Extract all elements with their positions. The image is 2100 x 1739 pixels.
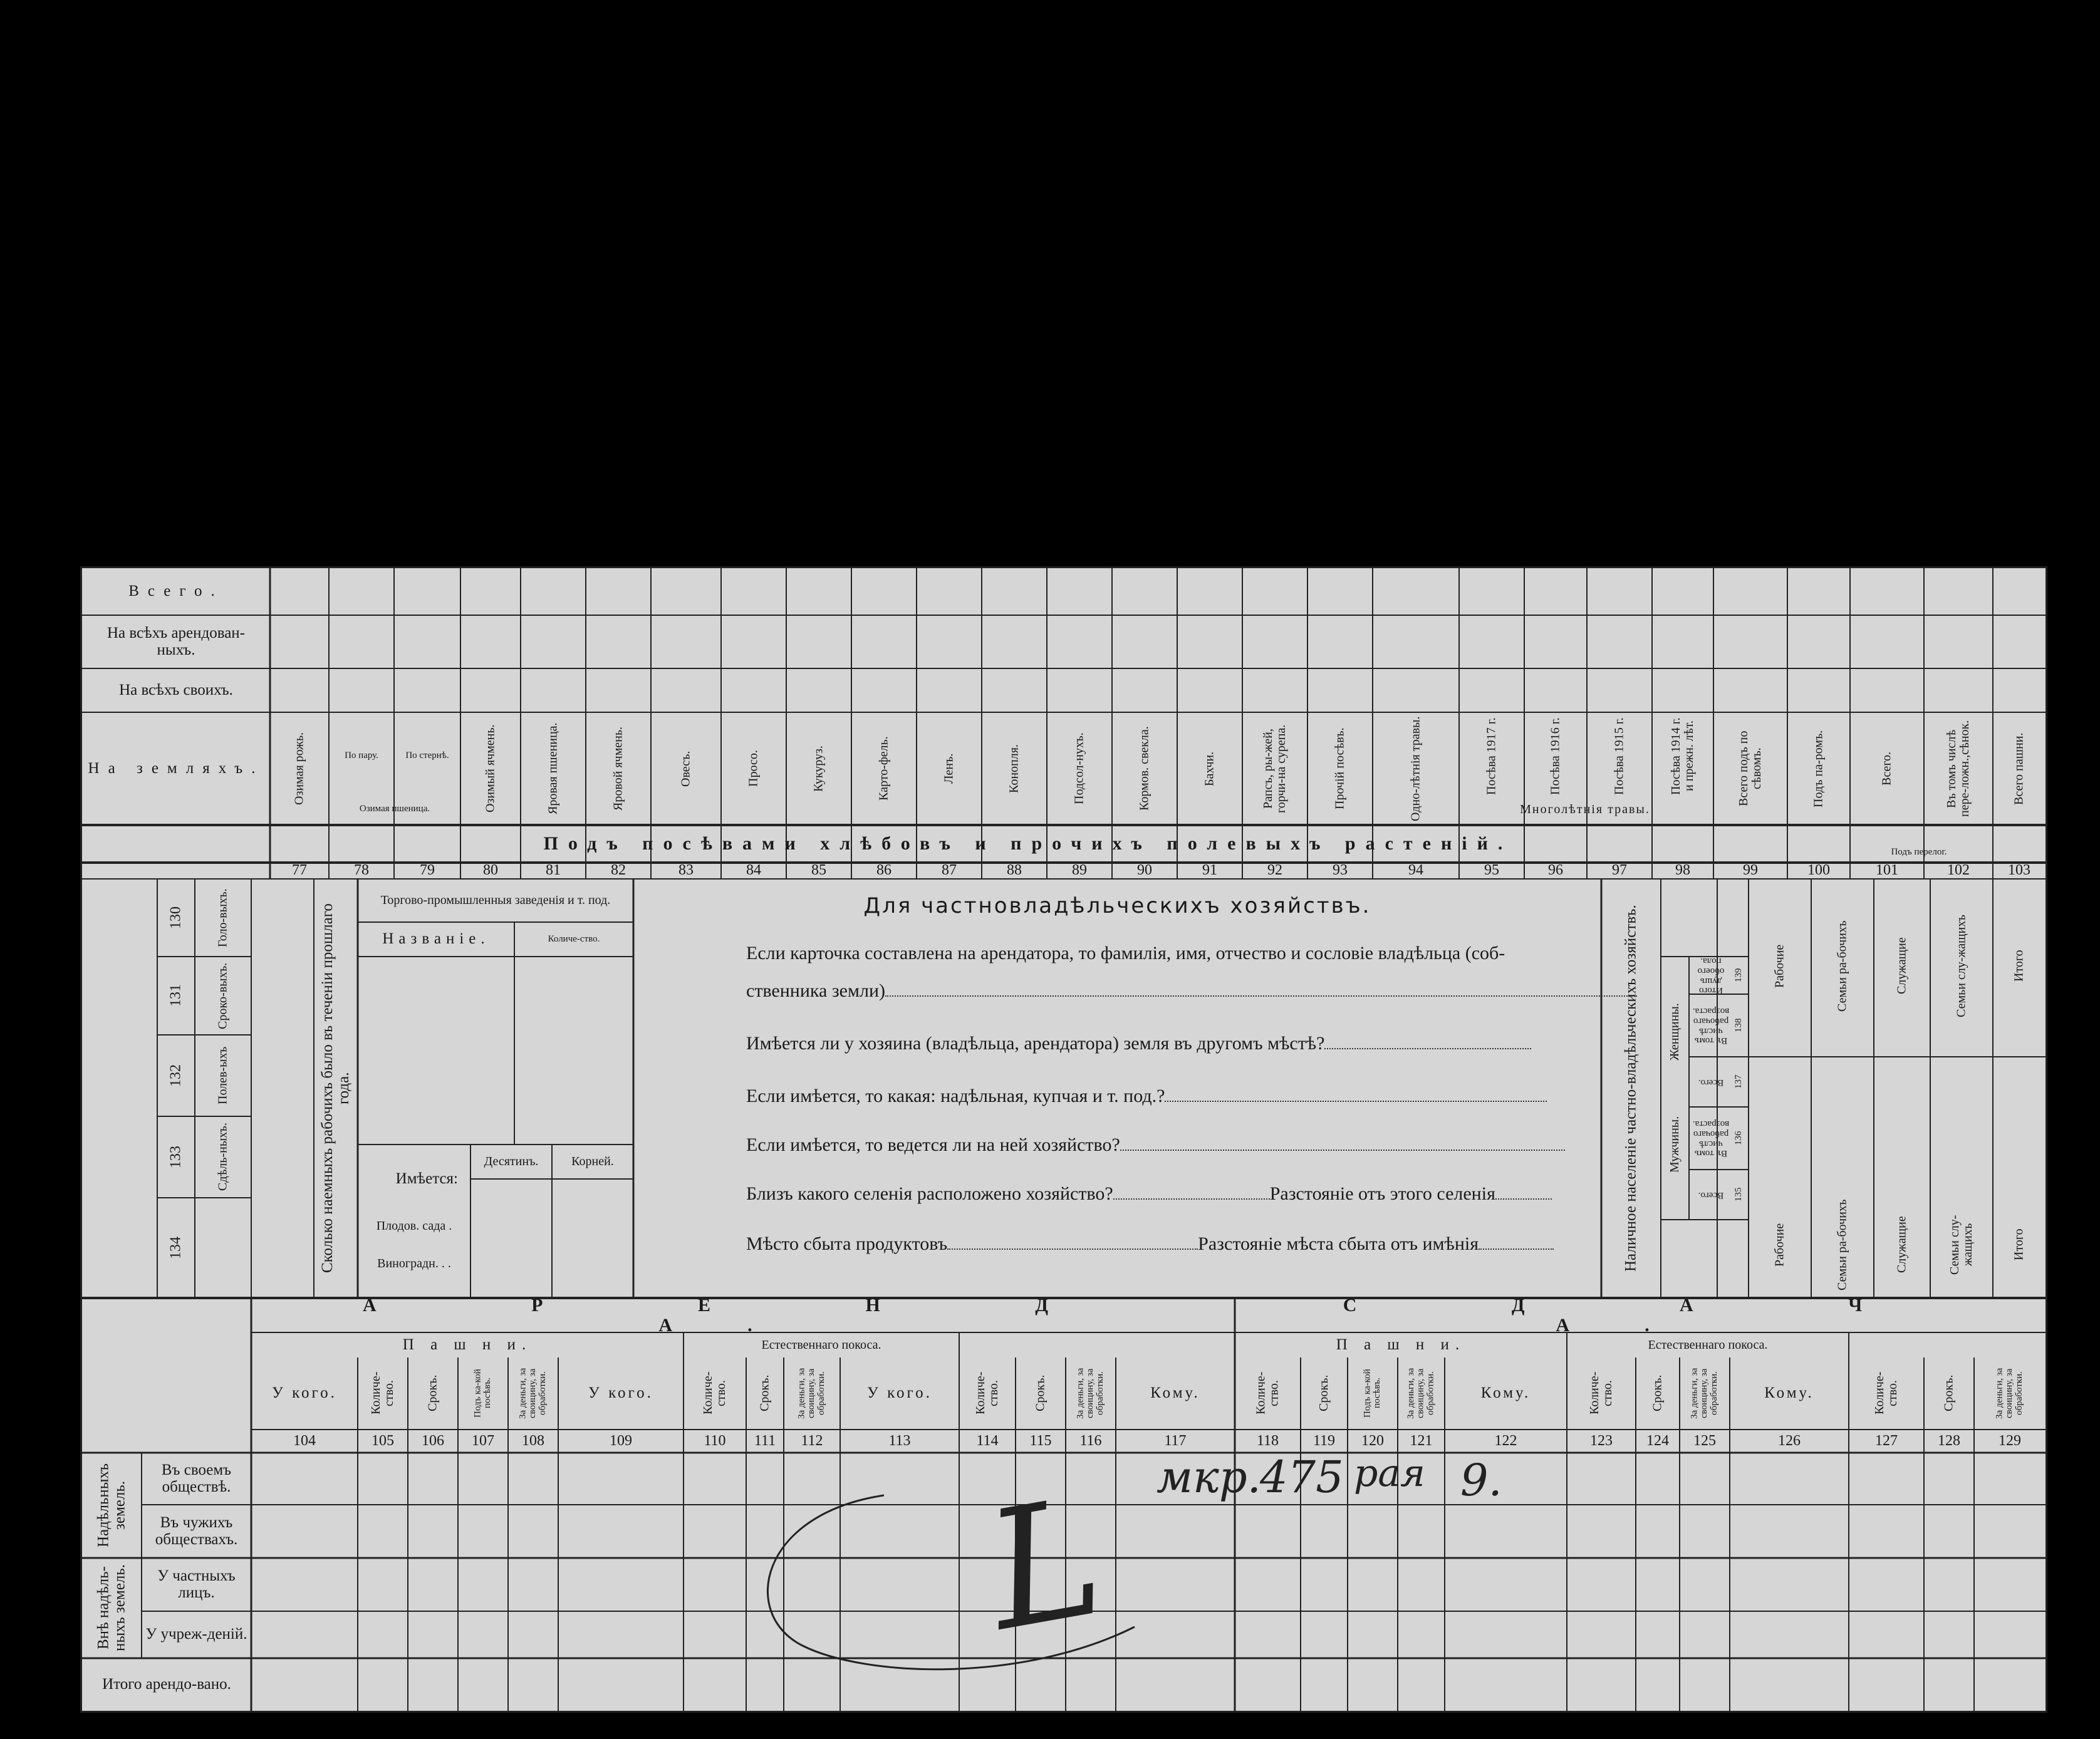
pop-label-138: Въ томъ числѣ рабочаго возраста. — [1692, 1006, 1730, 1046]
crop-col-97: Посѣва 1915 г. — [1612, 717, 1626, 795]
handwritten-number: 475 — [1260, 1451, 1344, 1503]
crop-num-99: 99 — [1743, 862, 1758, 879]
crop-num-87: 87 — [942, 862, 957, 879]
handwritten-scrawl — [646, 1458, 1210, 1708]
crop-col-103: Всего пашни. — [2012, 732, 2026, 805]
lease-head-113: У кого. — [867, 1384, 932, 1401]
row-label-on-lands: На земляхъ. — [88, 759, 264, 777]
crop-num-81: 81 — [546, 862, 561, 879]
crop-col-92: Рапсъ, ры-жей, горчи-на сурепа. — [1261, 724, 1288, 813]
crop-num-80: 80 — [483, 862, 498, 879]
lease-head-129: За деньги, за своицину, за обработки. — [1994, 1368, 2024, 1419]
question-1b: ственника земли) — [746, 980, 885, 1001]
lease-head-111: Срокъ. — [757, 1374, 772, 1412]
pop-col-top-4: Итого — [2012, 950, 2026, 982]
lease-num-121: 121 — [1410, 1432, 1433, 1449]
crop-col-96: Посѣва 1916 г. — [1548, 717, 1562, 795]
crop-num-102: 102 — [1947, 862, 1970, 879]
has-label: Имѣется: — [395, 1170, 458, 1187]
crop-col-87: Ленъ. — [942, 753, 956, 784]
lease-head-127: Количе-ство. — [1873, 1371, 1900, 1415]
lease-head-126: Кому. — [1764, 1384, 1814, 1401]
row-label-total: Всего. — [128, 583, 224, 600]
roots-col: Корней. — [571, 1155, 614, 1168]
lease-head-128: Срокъ. — [1941, 1374, 1956, 1412]
lease-head-110: Количе-ство. — [701, 1371, 728, 1415]
lease-head-121: За деньги, за своицину, за обработки. — [1405, 1368, 1436, 1419]
question-5a: Близъ какого селенія расположено хозяйство? — [746, 1183, 1113, 1204]
lease-num-117: 117 — [1164, 1432, 1187, 1449]
sdacha-plowland: П а ш н и. — [1336, 1336, 1466, 1353]
lease-head-120: Подъ ка-кой посѣвъ. — [1362, 1369, 1382, 1418]
crop-num-77: 77 — [292, 862, 307, 879]
vineyard-label: Виноградн. . . — [377, 1256, 451, 1270]
trade-name-col: Названіе. — [382, 930, 490, 948]
question-5-wrap — [746, 1183, 1552, 1205]
pop-col-bot-4: Итого — [2012, 1228, 2026, 1261]
crop-col-78: По пару. — [345, 750, 378, 761]
lease-num-105: 105 — [372, 1432, 394, 1449]
crop-col-94: Одно-лѣтнія травы. — [1408, 716, 1423, 821]
lease-num-106: 106 — [422, 1432, 444, 1449]
crop-col-86: Карто-фель. — [876, 736, 891, 801]
other-land-field[interactable] — [1324, 1034, 1531, 1049]
row-institutions: У учреж-деній. — [145, 1626, 247, 1643]
crop-num-94: 94 — [1408, 862, 1423, 879]
question-5b: Разстояніе отъ этого селенія — [1269, 1183, 1495, 1204]
lease-num-104: 104 — [293, 1432, 316, 1449]
lease-head-104: У кого. — [272, 1384, 337, 1401]
lease-num-129: 129 — [1999, 1432, 2021, 1449]
non-allotment-group: Внѣ надѣль-ныхъ земель. — [95, 1564, 128, 1652]
row-private-persons: У частныхъ лицъ. — [157, 1567, 236, 1601]
handwritten-mkr: мкр. — [1157, 1451, 1261, 1503]
crop-num-78: 78 — [354, 862, 369, 879]
crop-col-77: Озимая рожь. — [292, 732, 306, 806]
lease-num-120: 120 — [1361, 1432, 1384, 1449]
crop-col-84: Просо. — [746, 750, 761, 787]
lease-num-124: 124 — [1646, 1432, 1669, 1449]
pop-label-137: Всего. — [1698, 1077, 1724, 1088]
pop-col-bot-1: Семьи ра-бочихъ — [1835, 1199, 1849, 1290]
question-1a: Если карточка составлена на арендатора, то фамилія, имя, отчество и сословіе владѣльца (соб- — [746, 943, 1505, 963]
question-4-wrap — [746, 1134, 1565, 1156]
lease-num-125: 125 — [1693, 1432, 1716, 1449]
crop-col-85: Кукуруз. — [811, 745, 826, 792]
crop-num-84: 84 — [746, 862, 761, 879]
lease-num-112: 112 — [801, 1432, 823, 1449]
lease-num-119: 119 — [1312, 1432, 1336, 1449]
worker-num-133: 133 — [167, 1146, 184, 1168]
crop-col-99: Всего подъ по сѣвомъ. — [1737, 730, 1764, 807]
pop-num-135: 135 — [1734, 1187, 1744, 1202]
allotment-group: Надѣльныхъ земель. — [95, 1463, 128, 1547]
village-field[interactable] — [1113, 1185, 1270, 1200]
lease-head-115: Срокъ. — [1033, 1374, 1047, 1412]
sdacha-banner: С Д А Ч А. — [1343, 1295, 1938, 1336]
crop-col-81: Яровая пшеница. — [546, 722, 560, 815]
pop-col-top-3: Семьи слу-жащихъ — [1954, 915, 1968, 1017]
orchard-label: Плодов. сада . — [376, 1218, 452, 1233]
lease-head-124: Срокъ. — [1650, 1374, 1665, 1412]
farming-field[interactable] — [1120, 1136, 1565, 1151]
lease-head-117: Кому. — [1150, 1384, 1200, 1401]
crop-col-83: Овесъ. — [678, 750, 693, 787]
question-2: Имѣется ли у хозяина (владѣльца, арендатора) земля въ другомъ мѣстѣ? — [746, 1033, 1325, 1054]
market-distance-field[interactable] — [1479, 1235, 1554, 1250]
under-crops-banner: Подъ посѣвами хлѣбовъ и прочихъ полевыхъ растеній. — [543, 833, 1513, 854]
crop-num-103: 103 — [2008, 862, 2030, 879]
pop-col-top-0: Рабочие — [1772, 944, 1787, 988]
crop-num-82: 82 — [611, 862, 626, 879]
crop-num-95: 95 — [1484, 862, 1499, 879]
worker-type-134 — [195, 1198, 251, 1298]
lease-num-126: 126 — [1778, 1432, 1801, 1449]
question-6-wrap — [746, 1233, 1554, 1255]
men-label: Мужчины. — [1668, 1116, 1682, 1173]
worker-num-130: 130 — [167, 906, 184, 929]
winter-wheat-group: Озимая пшеница. — [359, 804, 430, 814]
lease-head-118: Количе-ство. — [1254, 1371, 1281, 1415]
perennial-grass-group: Многолѣтнія травы. — [1520, 802, 1650, 816]
lease-head-125: За деньги, за своицину, за обработки. — [1689, 1368, 1719, 1419]
crop-col-89: Подсол-нухъ. — [1072, 732, 1086, 805]
pop-label-135: Всего. — [1698, 1190, 1724, 1200]
crop-col-82: Яровой ячмень. — [611, 727, 625, 811]
lease-head-105: Количе-ство. — [369, 1371, 396, 1415]
handwritten-nine: 9. — [1460, 1455, 1502, 1506]
lease-num-114: 114 — [976, 1432, 999, 1449]
lease-head-106: Срокъ. — [425, 1374, 440, 1412]
question-1b-wrap — [746, 980, 1637, 1002]
lease-num-116: 116 — [1079, 1432, 1102, 1449]
question-6a: Мѣсто сбыта продуктовъ — [746, 1233, 948, 1254]
owner-field[interactable] — [885, 982, 1637, 997]
crop-col-98: Посѣва 1914 г. и прежн. лѣт. — [1669, 717, 1696, 795]
question-3: Если имѣется, то какая: надѣльная, купчая и т. под.? — [746, 1086, 1165, 1106]
worker-num-132: 132 — [167, 1064, 184, 1087]
lease-num-118: 118 — [1256, 1432, 1279, 1449]
crop-num-101: 101 — [1876, 862, 1898, 879]
lease-num-128: 128 — [1938, 1432, 1960, 1449]
row-other-societies: Въ чужихъ обществахъ. — [155, 1514, 238, 1548]
lease-num-110: 110 — [704, 1432, 726, 1449]
crop-num-91: 91 — [1202, 862, 1217, 879]
crop-num-79: 79 — [420, 862, 435, 879]
handwritten-raya: рая — [1354, 1451, 1425, 1495]
crop-col-91: Бахчи. — [1202, 751, 1217, 786]
pop-num-136: 136 — [1734, 1131, 1744, 1146]
worker-type-132: Полев-ыхъ — [216, 1046, 230, 1105]
women-label: Женщины. — [1668, 1003, 1682, 1061]
row-label-rented: На всѣхъ арендован-ныхъ. — [107, 625, 246, 658]
pop-label-136: Въ томъ числѣ рабочаго возраста. — [1692, 1119, 1730, 1159]
pop-col-bot-2: Служащие — [1895, 1216, 1909, 1274]
crop-num-89: 89 — [1072, 862, 1087, 879]
worker-type-131: Сроко-выхъ. — [216, 962, 230, 1029]
crop-num-83: 83 — [678, 862, 694, 879]
pop-num-137: 137 — [1734, 1074, 1744, 1089]
market-field[interactable] — [947, 1235, 1198, 1250]
pop-num-139: 139 — [1734, 968, 1744, 983]
lease-num-107: 107 — [472, 1432, 494, 1449]
population-title: Наличное населеніе частно-владѣльческихъ хозяйствъ. — [1622, 905, 1640, 1272]
lease-num-111: 111 — [754, 1432, 776, 1449]
crop-num-93: 93 — [1333, 862, 1348, 879]
sdacha-hay: Естественнаго покоса. — [1648, 1337, 1768, 1352]
row-total-rented: Итого арендо-вано. — [102, 1675, 231, 1693]
private-title: Для частновладѣльческихъ хозяйствъ. — [863, 893, 1371, 919]
handwritten-big-l: L — [975, 1462, 1115, 1668]
lease-num-115: 115 — [1029, 1432, 1052, 1449]
fallow-group: Подъ перелог. — [1891, 847, 1947, 858]
crop-col-88: Конопля. — [1007, 744, 1021, 793]
crop-num-92: 92 — [1267, 862, 1282, 879]
lease-num-122: 122 — [1494, 1432, 1517, 1449]
crop-num-86: 86 — [876, 862, 891, 879]
arenda-hay: Естественнаго покоса. — [761, 1337, 881, 1352]
crop-col-102: Въ томъ числѣ пере-ложн.,сѣнок. — [1945, 720, 1972, 818]
pop-col-bot-0: Рабочие — [1772, 1223, 1787, 1267]
lease-num-108: 108 — [522, 1432, 544, 1449]
arenda-banner: А Р Е Н Д А. — [363, 1295, 1123, 1336]
pop-num-138: 138 — [1734, 1018, 1744, 1033]
trade-title: Торгово-промышленныя заведенія и т. под. — [380, 893, 611, 907]
crop-col-100: Подъ па-ромъ. — [1811, 730, 1826, 807]
row-own-society: Въ своемъ обществѣ. — [161, 1461, 232, 1495]
question-2-wrap — [746, 1033, 1531, 1054]
question-3-wrap — [746, 1086, 1547, 1107]
worker-type-130: Голо-выхъ. — [216, 888, 230, 947]
crop-num-85: 85 — [811, 862, 826, 879]
crop-num-90: 90 — [1137, 862, 1152, 879]
lease-head-109: У кого. — [588, 1384, 653, 1401]
lease-head-108: За деньги, за своицину, за обработки. — [517, 1368, 548, 1419]
worker-num-134: 134 — [167, 1237, 184, 1259]
crop-col-101: Всего. — [1879, 751, 1894, 786]
crop-num-88: 88 — [1007, 862, 1022, 879]
lease-num-123: 123 — [1590, 1432, 1613, 1449]
pop-col-top-1: Семьи ра-бочихъ — [1835, 920, 1849, 1012]
worker-num-131: 131 — [167, 984, 184, 1007]
worker-type-133: Сдѣль-ныхъ. — [216, 1123, 230, 1191]
question-6b: Разстояніе мѣста сбыта отъ имѣнія — [1198, 1233, 1479, 1254]
crop-col-79: По стернѣ. — [405, 750, 449, 761]
lease-num-113: 113 — [888, 1432, 911, 1449]
row-label-own: На всѣхъ своихъ. — [119, 681, 233, 698]
crop-col-90: Кормов. свекла. — [1137, 726, 1151, 811]
crop-num-98: 98 — [1675, 862, 1690, 879]
question-4: Если имѣется, то ведется ли на ней хозяйство? — [746, 1134, 1120, 1155]
pop-col-top-2: Служащие — [1895, 937, 1909, 995]
lease-head-123: Количе-ство. — [1588, 1371, 1614, 1415]
lease-num-109: 109 — [610, 1432, 632, 1449]
crop-num-100: 100 — [1807, 862, 1830, 879]
land-type-field[interactable] — [1165, 1087, 1547, 1102]
pop-col-bot-3: Семьи слу-жащихъ — [1948, 1215, 1975, 1275]
crop-num-97: 97 — [1612, 862, 1627, 879]
lease-head-112: За деньги, за своицину, за обработки. — [796, 1368, 826, 1419]
crop-col-93: Прочій посѣвъ. — [1333, 727, 1347, 810]
desyatin-col: Десятинъ. — [484, 1155, 539, 1168]
census-card — [80, 566, 2047, 1713]
trade-qty-col: Количе-ство. — [548, 933, 600, 944]
lease-head-107: Подъ ка-кой посѣвъ. — [472, 1369, 492, 1418]
crop-col-95: Посѣва 1917 г. — [1484, 717, 1499, 795]
lease-head-119: Срокъ. — [1317, 1374, 1331, 1412]
crop-num-96: 96 — [1548, 862, 1563, 879]
lease-head-116: За деньги, за своицину, за обработки. — [1075, 1368, 1105, 1419]
lease-head-122: Кому. — [1480, 1384, 1531, 1401]
crop-col-80: Озимый ячмень. — [483, 724, 497, 813]
village-distance-field[interactable] — [1495, 1185, 1552, 1200]
arenda-plowland: П а ш н и. — [402, 1336, 533, 1353]
pop-label-139: Итого душъ обоего пола. — [1697, 956, 1725, 996]
lease-num-127: 127 — [1875, 1432, 1898, 1449]
hired-workers-label: Сколько наемныхъ рабочихъ было въ теченіи прошлаго года. — [318, 903, 352, 1273]
lease-head-114: Количе-ство. — [974, 1371, 1001, 1415]
